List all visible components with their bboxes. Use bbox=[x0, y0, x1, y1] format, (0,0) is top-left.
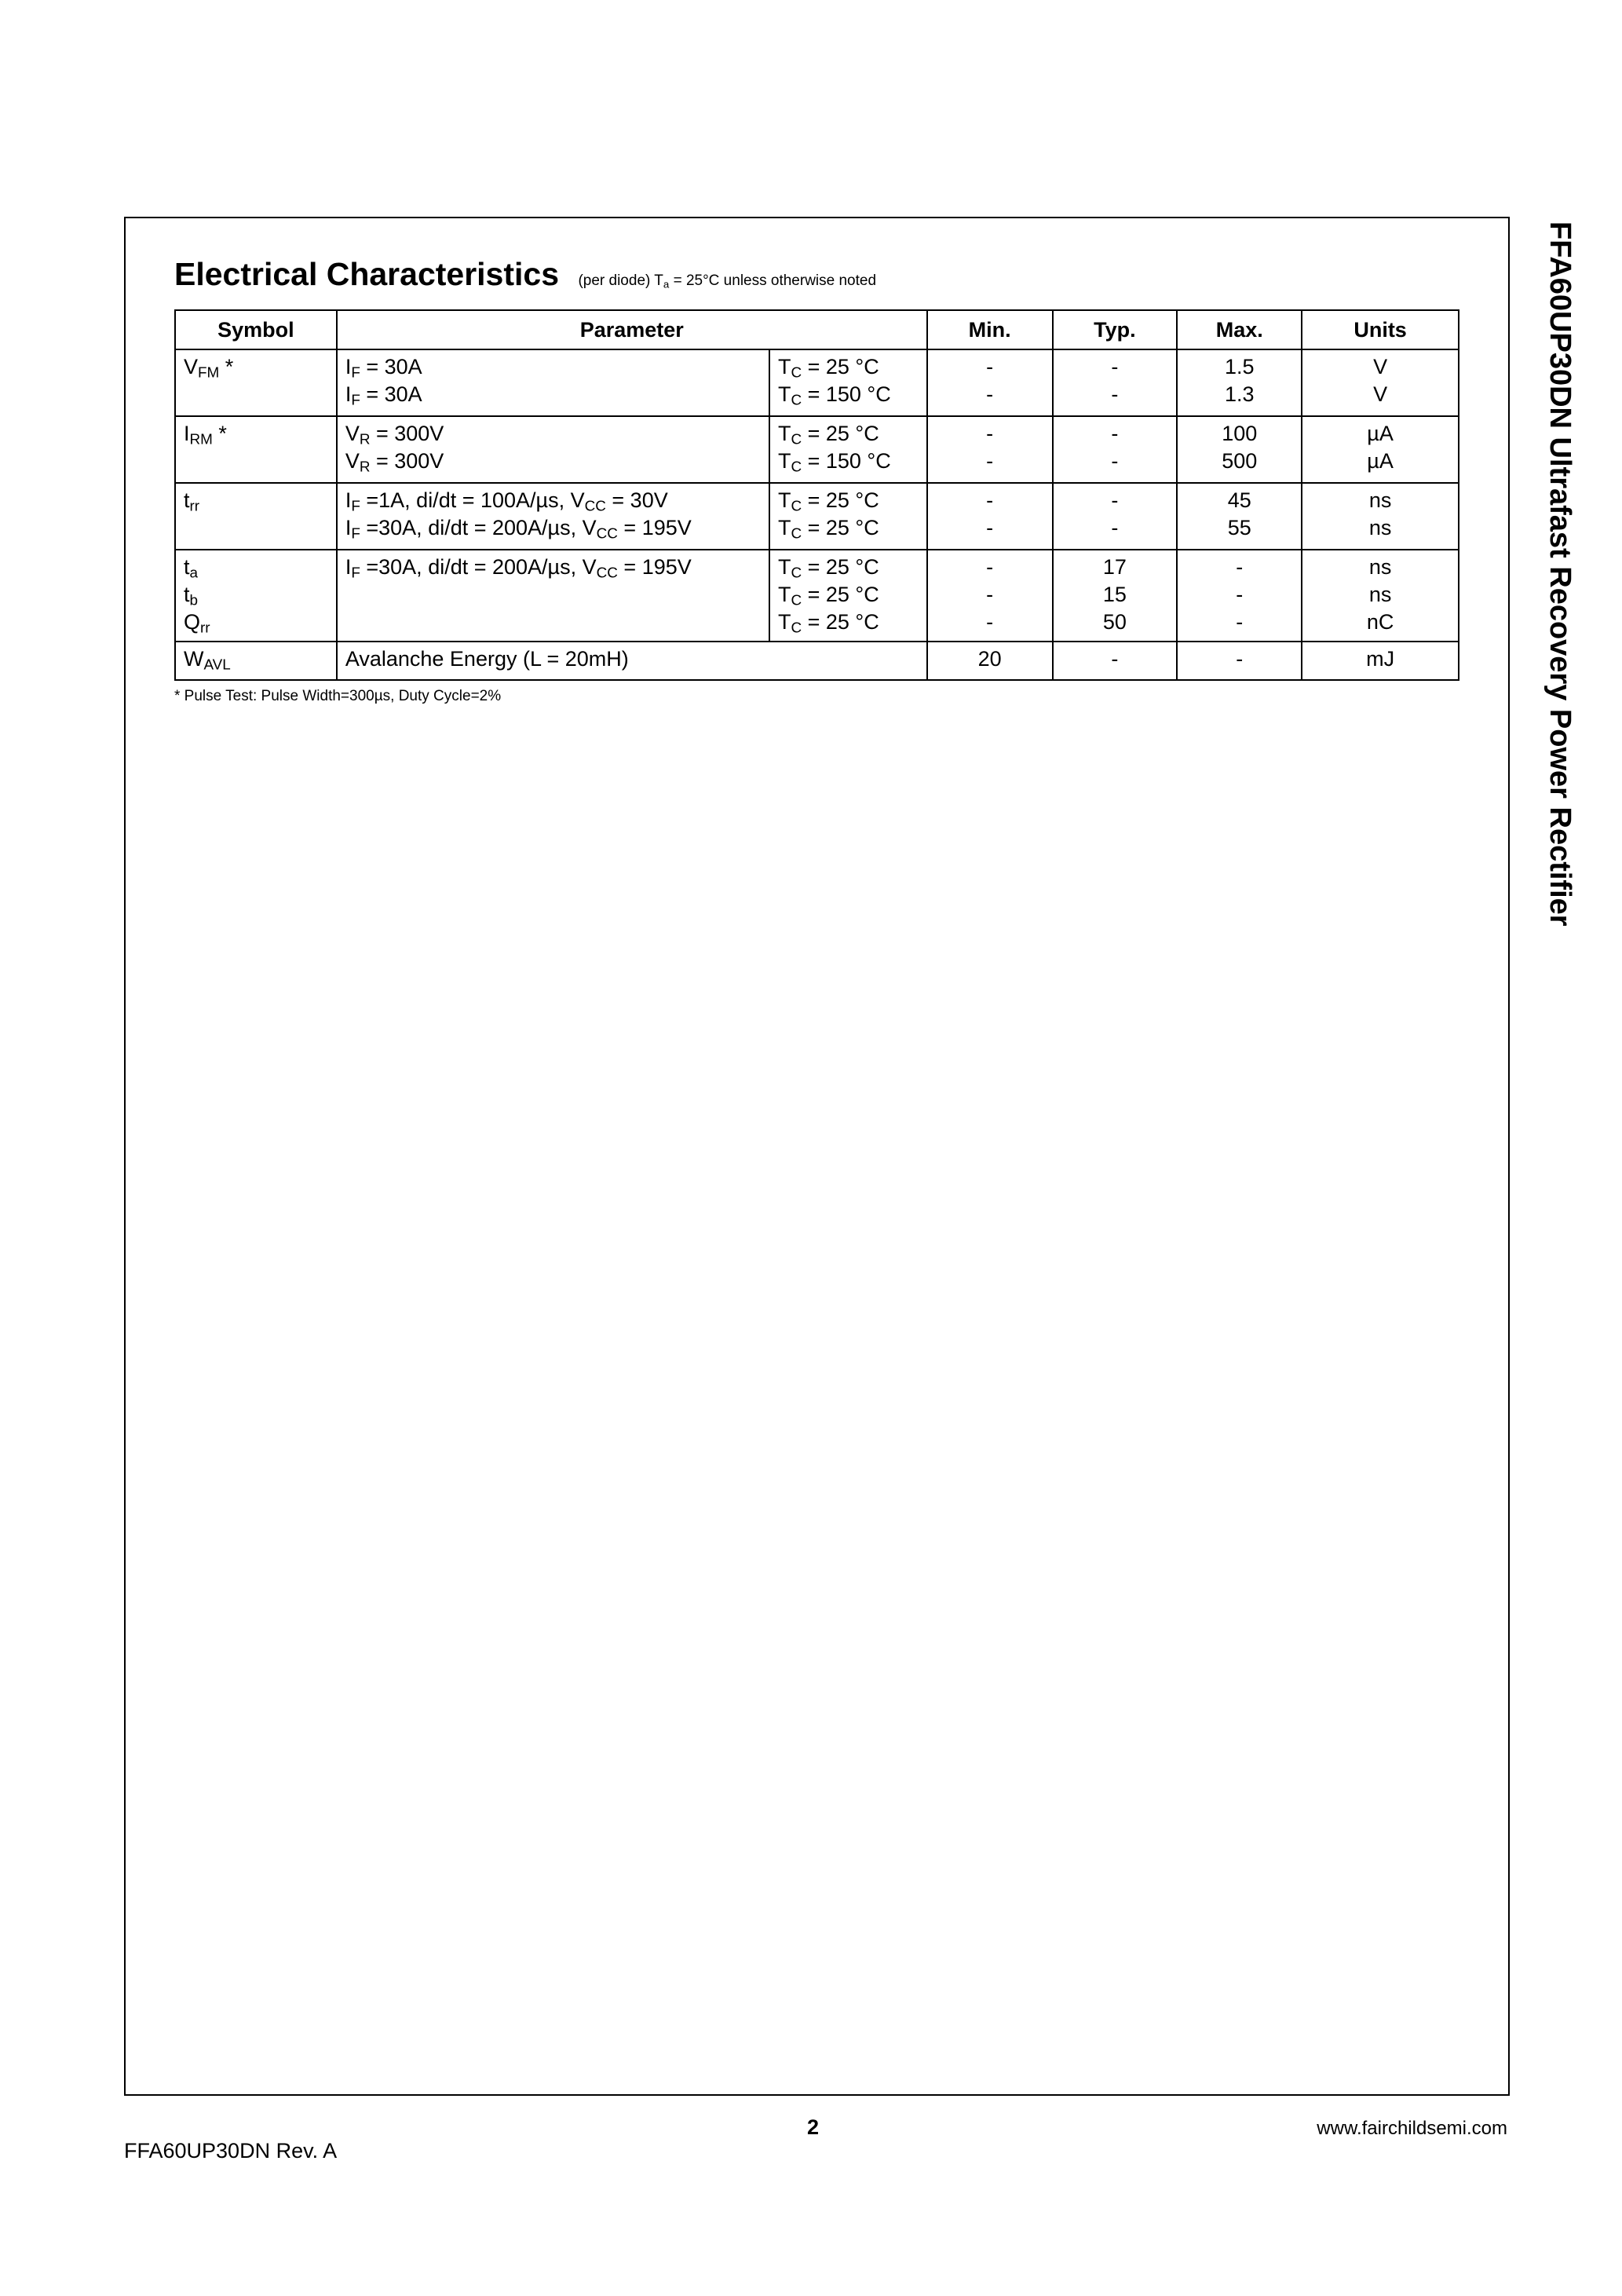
cell-line bbox=[345, 487, 764, 514]
subscript: C bbox=[791, 459, 802, 476]
text: T bbox=[777, 422, 791, 445]
header-min: Min. bbox=[927, 310, 1053, 349]
text: = 30V bbox=[605, 488, 668, 512]
units-cell bbox=[1302, 483, 1459, 550]
website-link[interactable]: www.fairchildsemi.com bbox=[1317, 2118, 1507, 2139]
text: T bbox=[777, 449, 791, 473]
cell-line bbox=[778, 581, 922, 609]
cell-line bbox=[345, 381, 764, 408]
electrical-characteristics-table bbox=[174, 309, 1459, 681]
units-cell bbox=[1302, 550, 1459, 642]
text: I bbox=[184, 422, 190, 445]
cell-line bbox=[778, 514, 922, 542]
cell-value: - bbox=[986, 382, 994, 406]
cell-value: ns bbox=[1368, 516, 1392, 539]
text: W bbox=[184, 647, 204, 671]
subscript: F bbox=[351, 392, 360, 409]
cell-line bbox=[184, 581, 331, 609]
cell-value: - bbox=[986, 449, 994, 473]
typ-cell bbox=[1053, 642, 1178, 680]
cell-value: 45 bbox=[1227, 488, 1251, 512]
condition-cell bbox=[337, 416, 769, 483]
condition-cell bbox=[337, 642, 927, 680]
cell-line bbox=[184, 609, 331, 636]
min-cell bbox=[927, 483, 1053, 550]
cell-value: - bbox=[986, 355, 994, 378]
cell-line bbox=[184, 554, 331, 581]
typ-cell bbox=[1053, 550, 1178, 642]
text: = 25 °C bbox=[802, 610, 879, 634]
subscript: F bbox=[351, 565, 360, 582]
temperature-cell bbox=[769, 483, 927, 550]
max-cell bbox=[1177, 483, 1302, 550]
cell-value: - bbox=[1236, 583, 1244, 606]
cell-value: 1.5 bbox=[1224, 355, 1255, 378]
cell-value: - bbox=[1111, 422, 1119, 445]
text: = 25 °C bbox=[802, 555, 879, 579]
cell-line bbox=[345, 554, 764, 581]
subscript: a bbox=[189, 565, 199, 582]
cell-line bbox=[778, 609, 922, 636]
cell-line bbox=[778, 420, 922, 448]
text: =1A, di/dt = 100A/µs, V bbox=[360, 488, 585, 512]
text: I bbox=[345, 555, 352, 579]
subscript: RM bbox=[189, 431, 213, 448]
subscript: R bbox=[359, 459, 371, 476]
subscript: rr bbox=[200, 620, 210, 637]
text: = 300V bbox=[370, 449, 444, 473]
note-sub: a bbox=[663, 278, 670, 291]
note-text-end: = 25°C unless otherwise noted bbox=[669, 272, 877, 289]
subscript: F bbox=[351, 498, 360, 515]
text: T bbox=[777, 583, 791, 606]
temperature-cell bbox=[769, 416, 927, 483]
condition-cell bbox=[337, 349, 769, 416]
subscript: C bbox=[791, 592, 802, 609]
text: =30A, di/dt = 200A/µs, V bbox=[360, 516, 597, 539]
table-body bbox=[175, 349, 1459, 680]
header-max: Max. bbox=[1177, 310, 1302, 349]
symbol-cell bbox=[175, 416, 337, 483]
text: = 25 °C bbox=[802, 355, 879, 378]
cell-line bbox=[345, 514, 764, 542]
cell-value: - bbox=[1236, 555, 1244, 579]
cell-value: - bbox=[986, 516, 994, 539]
text: V bbox=[345, 449, 360, 473]
cell-value: - bbox=[1236, 610, 1244, 634]
text: V bbox=[184, 355, 199, 378]
subscript: C bbox=[791, 392, 802, 409]
cell-line bbox=[184, 645, 331, 673]
cell-value: - bbox=[986, 488, 994, 512]
text: = 300V bbox=[370, 422, 444, 445]
cell-value: - bbox=[1111, 449, 1119, 473]
subscript: AVL bbox=[203, 656, 231, 674]
section-note bbox=[578, 272, 876, 289]
max-cell bbox=[1177, 416, 1302, 483]
subscript: C bbox=[791, 431, 802, 448]
cell-value: mJ bbox=[1366, 647, 1395, 671]
symbol-cell bbox=[175, 642, 337, 680]
text: Avalanche Energy (L = 20mH) bbox=[345, 647, 629, 671]
text: t bbox=[184, 583, 190, 606]
cell-value: - bbox=[986, 583, 994, 606]
table-row bbox=[175, 349, 1459, 416]
text: * bbox=[212, 422, 227, 445]
cell-value: 55 bbox=[1227, 516, 1251, 539]
cell-value: V bbox=[1373, 382, 1388, 406]
cell-value: µA bbox=[1367, 422, 1394, 445]
max-cell bbox=[1177, 550, 1302, 642]
cell-value: 100 bbox=[1222, 422, 1258, 445]
text: t bbox=[184, 488, 190, 512]
typ-cell bbox=[1053, 483, 1178, 550]
subscript: F bbox=[351, 525, 360, 543]
text: = 25 °C bbox=[802, 422, 879, 445]
temperature-cell bbox=[769, 550, 927, 642]
header-units: Units bbox=[1302, 310, 1459, 349]
note-text: (per diode) T bbox=[578, 272, 663, 289]
cell-value: µA bbox=[1367, 449, 1394, 473]
min-cell bbox=[927, 642, 1053, 680]
cell-value: - bbox=[986, 555, 994, 579]
cell-line bbox=[778, 554, 922, 581]
text: = 150 °C bbox=[802, 449, 891, 473]
section-heading bbox=[174, 256, 876, 293]
cell-value: - bbox=[986, 422, 994, 445]
cell-value: ns bbox=[1368, 488, 1392, 512]
cell-line bbox=[184, 487, 331, 514]
header-parameter: Parameter bbox=[337, 310, 927, 349]
table-row bbox=[175, 550, 1459, 642]
subscript: F bbox=[351, 364, 360, 382]
cell-value: ns bbox=[1368, 583, 1392, 606]
text: * bbox=[219, 355, 234, 378]
cell-line bbox=[184, 420, 331, 448]
text: = 195V bbox=[617, 555, 692, 579]
section-title: Electrical Characteristics bbox=[174, 256, 559, 292]
symbol-cell bbox=[175, 483, 337, 550]
subscript: CC bbox=[596, 525, 618, 543]
text: T bbox=[777, 355, 791, 378]
cell-line bbox=[345, 448, 764, 475]
text: = 30A bbox=[360, 382, 422, 406]
text: = 25 °C bbox=[802, 583, 879, 606]
subscript: C bbox=[791, 498, 802, 515]
table-row bbox=[175, 416, 1459, 483]
footnote: * Pulse Test: Pulse Width=300µs, Duty Cycle=2% bbox=[174, 688, 502, 704]
text: T bbox=[777, 555, 791, 579]
subscript: C bbox=[791, 620, 802, 637]
units-cell bbox=[1302, 416, 1459, 483]
subscript: FM bbox=[198, 364, 220, 382]
text: T bbox=[777, 382, 791, 406]
table-header-row bbox=[175, 310, 1459, 349]
subscript: C bbox=[791, 364, 802, 382]
text: = 25 °C bbox=[802, 488, 879, 512]
cell-value: ns bbox=[1368, 555, 1392, 579]
temperature-cell bbox=[769, 349, 927, 416]
text: Q bbox=[184, 610, 201, 634]
cell-value: nC bbox=[1366, 610, 1394, 634]
cell-value: - bbox=[1111, 355, 1119, 378]
units-cell bbox=[1302, 349, 1459, 416]
header-typ: Typ. bbox=[1053, 310, 1178, 349]
text: = 25 °C bbox=[802, 516, 879, 539]
subscript: C bbox=[791, 565, 802, 582]
min-cell bbox=[927, 349, 1053, 416]
max-cell bbox=[1177, 642, 1302, 680]
min-cell bbox=[927, 550, 1053, 642]
text: I bbox=[345, 488, 352, 512]
header-symbol: Symbol bbox=[175, 310, 337, 349]
cell-value: 1.3 bbox=[1224, 382, 1255, 406]
cell-line bbox=[778, 381, 922, 408]
subscript: C bbox=[791, 525, 802, 543]
revision-label: FFA60UP30DN Rev. A bbox=[124, 2139, 338, 2163]
text: I bbox=[345, 516, 352, 539]
text: =30A, di/dt = 200A/µs, V bbox=[360, 555, 597, 579]
text: T bbox=[777, 610, 791, 634]
text: = 30A bbox=[360, 355, 422, 378]
side-title: FFA60UP30DN Ultrafast Recovery Power Rectifier bbox=[1543, 221, 1576, 927]
subscript: CC bbox=[596, 565, 618, 582]
text: = 150 °C bbox=[802, 382, 891, 406]
cell-value: - bbox=[1111, 488, 1119, 512]
cell-value: 500 bbox=[1222, 449, 1258, 473]
text: T bbox=[777, 488, 791, 512]
text: T bbox=[777, 516, 791, 539]
condition-cell bbox=[337, 550, 769, 642]
symbol-cell bbox=[175, 349, 337, 416]
cell-line bbox=[345, 420, 764, 448]
cell-line bbox=[184, 353, 331, 381]
units-cell bbox=[1302, 642, 1459, 680]
text: I bbox=[345, 382, 352, 406]
min-cell bbox=[927, 416, 1053, 483]
cell-line bbox=[778, 353, 922, 381]
subscript: b bbox=[189, 592, 199, 609]
subscript: rr bbox=[189, 498, 200, 515]
text: = 195V bbox=[617, 516, 692, 539]
cell-value: - bbox=[986, 610, 994, 634]
cell-value: - bbox=[1236, 647, 1244, 671]
cell-line bbox=[778, 448, 922, 475]
cell-line bbox=[345, 353, 764, 381]
cell-value: 50 bbox=[1102, 610, 1127, 634]
table-row bbox=[175, 642, 1459, 680]
subscript: R bbox=[359, 431, 371, 448]
text: V bbox=[345, 422, 360, 445]
max-cell bbox=[1177, 349, 1302, 416]
condition-cell bbox=[337, 483, 769, 550]
cell-value: 17 bbox=[1102, 555, 1127, 579]
subscript: CC bbox=[584, 498, 606, 515]
cell-line bbox=[345, 645, 922, 673]
cell-line bbox=[778, 487, 922, 514]
cell-value: V bbox=[1373, 355, 1388, 378]
table-row bbox=[175, 483, 1459, 550]
typ-cell bbox=[1053, 416, 1178, 483]
text: I bbox=[345, 355, 352, 378]
cell-value: 15 bbox=[1102, 583, 1127, 606]
symbol-cell bbox=[175, 550, 337, 642]
cell-value: - bbox=[1111, 647, 1119, 671]
cell-value: 20 bbox=[977, 647, 1002, 671]
text: t bbox=[184, 555, 190, 579]
cell-value: - bbox=[1111, 516, 1119, 539]
cell-value: - bbox=[1111, 382, 1119, 406]
typ-cell bbox=[1053, 349, 1178, 416]
page-number: 2 bbox=[807, 2115, 820, 2139]
